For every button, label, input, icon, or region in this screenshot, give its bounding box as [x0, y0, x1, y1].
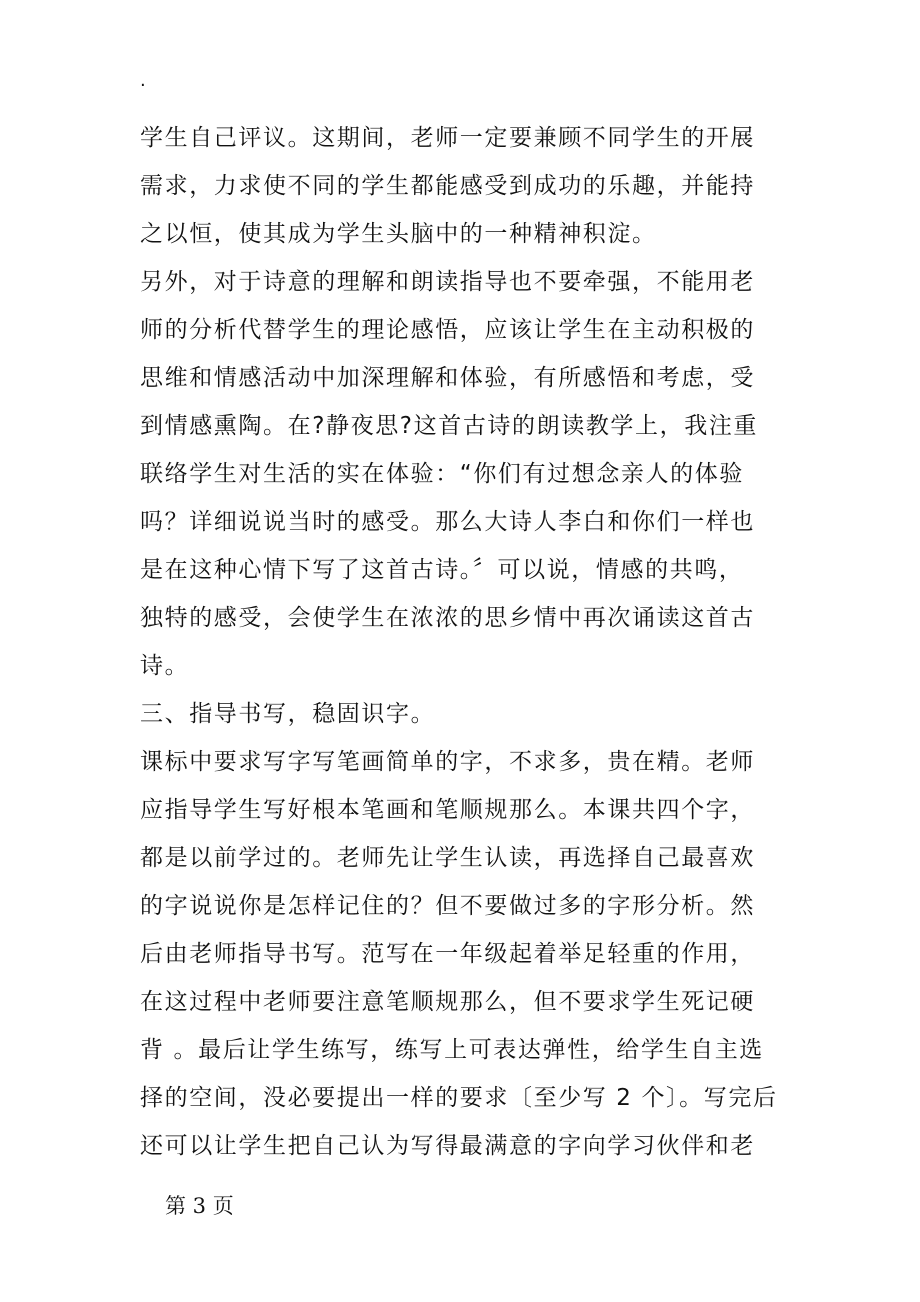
page-number: 第 3 页: [165, 1194, 234, 1218]
text-line-16: 都是以前学过的。老师先让学生认读，再选择自己最喜欢: [140, 845, 755, 871]
text-line-11: 独特的感受，会使学生在浓浓的思乡情中再次诵读这首古: [140, 605, 755, 631]
section-heading: 三、指导书写，稳固识字。: [140, 701, 436, 727]
text-line-21: 择的空间，没必要提出一样的要求〔至少写 2 个〕。写完后: [140, 1085, 778, 1111]
text-line-3: 之以恒，使其成为学生头脑中的一种精神积淀。: [140, 221, 657, 247]
text-line-12: 诗。: [140, 653, 190, 679]
text-line-14: 课标中要求写字写笔画简单的字，不求多，贵在精。老师: [140, 749, 755, 775]
text-line-18: 后由老师指导书写。范写在一年级起着举足轻重的作用，: [140, 941, 755, 967]
top-dot-mark: .: [140, 70, 146, 91]
text-line-2: 需求，力求使不同的学生都能感受到成功的乐趣，并能持: [140, 173, 755, 199]
text-line-6: 思维和情感活动中加深理解和体验，有所感悟和考虑，受: [140, 365, 755, 391]
text-line-8: 联络学生对生活的实在体验：“你们有过想念亲人的体验: [140, 461, 744, 487]
text-line-20: 背 。最后让学生练写，练写上可表达弹性，给学生自主选: [140, 1037, 764, 1063]
text-line-5: 师的分析代替学生的理论感悟，应该让学生在主动积极的: [140, 317, 755, 343]
text-line-15: 应指导学生写好根本笔画和笔顺规那么。本课共四个字，: [140, 797, 755, 823]
text-line-19: 在这过程中老师要注意笔顺规那么，但不要求学生死记硬: [140, 989, 755, 1015]
text-line-1: 学生自己评议。这期间，老师一定要兼顾不同学生的开展: [140, 125, 755, 151]
document-body: [140, 114, 780, 1170]
text-line-10: 是在这种心情下写了这首古诗。〞可以说，情感的共鸣，: [140, 557, 744, 583]
text-line-9: 吗？详细说说当时的感受。那么大诗人李白和你们一样也: [140, 509, 755, 535]
text-line-17: 的字说说你是怎样记住的？但不要做过多的字形分析。然: [140, 893, 755, 919]
text-line-7: 到情感熏陶。在?静夜思?这首古诗的朗读教学上，我注重: [140, 413, 759, 439]
text-line-4: 另外，对于诗意的理解和朗读指导也不要牵强，不能用老: [140, 269, 755, 295]
text-line-22: 还可以让学生把自己认为写得最满意的字向学习伙伴和老: [140, 1133, 755, 1159]
